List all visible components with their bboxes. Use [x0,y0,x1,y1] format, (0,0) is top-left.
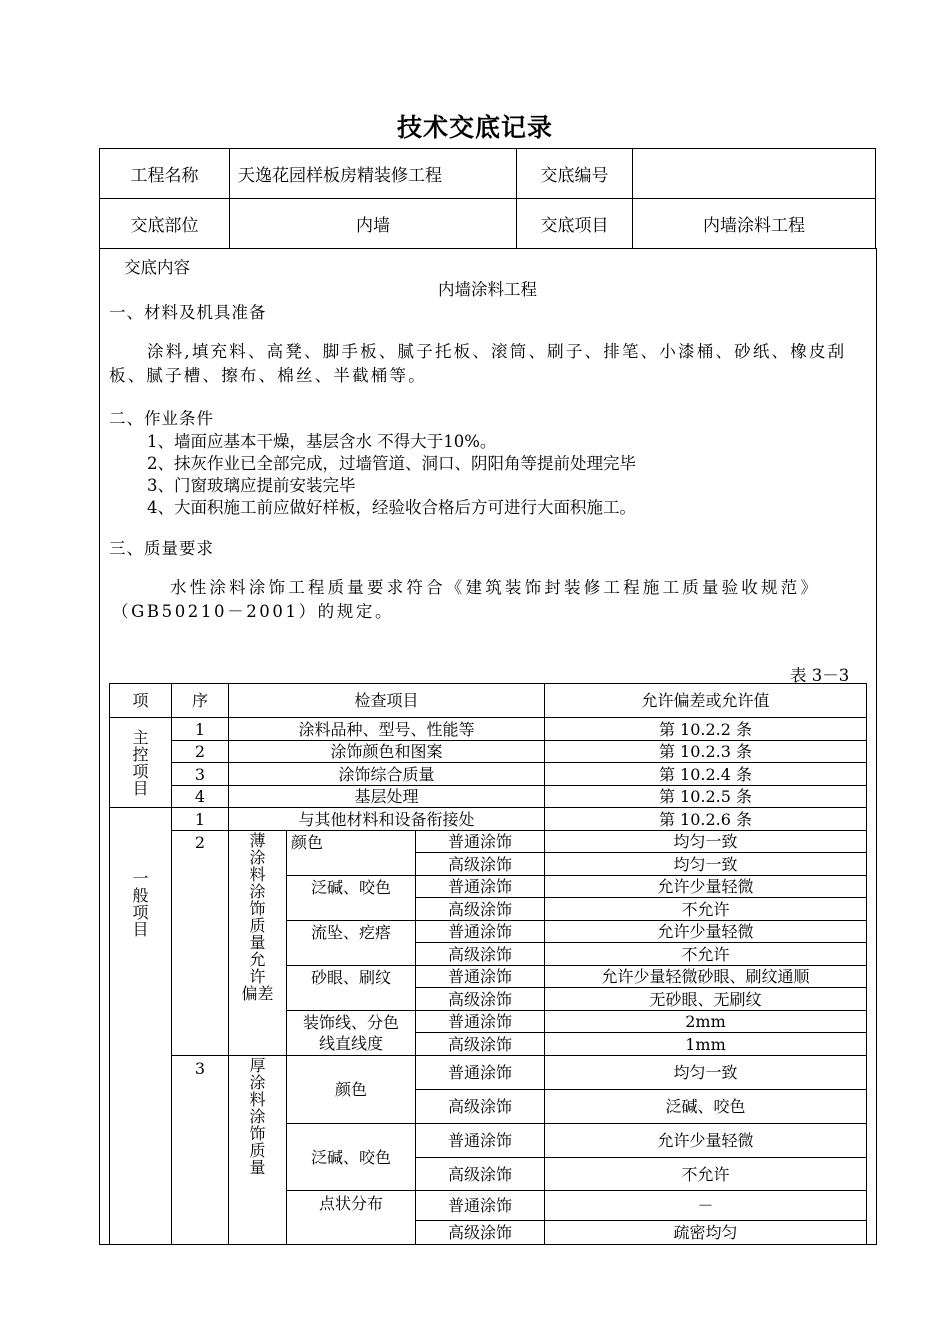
table-row [110,831,867,853]
row-value: 疏密均匀 [545,1221,867,1245]
general-item-label: 一 般 项 目 [110,808,172,1245]
advanced-finish: 高级涂饰 [416,898,545,921]
advanced-finish: 高级涂饰 [416,853,545,876]
normal-finish: 普通涂饰 [416,1056,545,1090]
row-item: 涂饰综合质量 [229,763,545,786]
header-col-item: 检查项目 [229,684,545,718]
dot-distribution-label: 点状分布 [287,1191,416,1245]
table-row [110,1056,867,1090]
row-no: 3 [172,1056,229,1245]
row-value: 第 10.2.6 条 [545,808,867,831]
section-3-title: 三、质量要求 [109,539,214,558]
colour-label: 颜色 [287,831,416,876]
header-col-no: 序 [172,684,229,718]
row-value: 允许少量轻微 [545,1124,867,1158]
sag-label: 流坠、疙瘩 [287,921,416,966]
code-label: 交底编号 [517,149,633,199]
row-value: 均匀一致 [545,853,867,876]
row-no: 4 [172,786,229,808]
row-value: 第 10.2.3 条 [545,741,867,763]
advanced-finish: 高级涂饰 [416,988,545,1011]
section-3-line2: （GB50210－2001）的规定。 [112,602,395,621]
section-2-item-2: 2、抹灰作业已全部完成，过墙管道、洞口、阴阳角等提前处理完毕 [147,454,636,473]
normal-finish: 普通涂饰 [416,831,545,853]
normal-finish: 普通涂饰 [416,1011,545,1033]
table-caption: 表 3－3 [790,666,850,685]
section-2-item-4: 4、大面积施工前应做好样板，经验收合格后方可进行大面积施工。 [147,498,636,517]
item: 内墙涂料工程 [633,199,876,249]
row-value: 第 10.2.5 条 [545,786,867,808]
sand-hole-label: 砂眼、刷纹 [287,966,416,1011]
row-item: 基层处理 [229,786,545,808]
alkali-label: 泛碱、咬色 [287,1124,416,1191]
thin-coating-group-label: 薄 涂 料 涂 饰 质 量 允 许 偏差 [229,831,287,1056]
project-name-label: 工程名称 [100,149,230,199]
table-row [110,763,867,786]
row-value: 1mm [545,1033,867,1056]
normal-finish: 普通涂饰 [416,921,545,943]
header-col-value: 允许偏差或允许值 [545,684,867,718]
table-row [110,808,867,831]
section-2-item-1: 1、墙面应基本干燥，基层含水 不得大于10%。 [147,432,497,451]
row-item: 涂料品种、型号、性能等 [229,718,545,741]
row-value: 允许少量轻微砂眼、刷纹通顺 [545,966,867,988]
row-no: 1 [172,718,229,741]
colour-label: 颜色 [287,1056,416,1124]
item-label: 交底项目 [517,199,633,249]
normal-finish: 普通涂饰 [416,966,545,988]
advanced-finish: 高级涂饰 [416,1090,545,1124]
row-value: 允许少量轻微 [545,876,867,898]
content-label: 交底内容 [124,258,190,277]
advanced-finish: 高级涂饰 [416,943,545,966]
row-item: 涂饰颜色和图案 [229,741,545,763]
table-row [110,718,867,741]
location-label: 交底部位 [100,199,230,249]
section-2-item-3: 3、门窗玻璃应提前安装完毕 [147,476,356,495]
main-control-label: 主 控 项 目 [110,718,172,808]
thick-coating-group-label: 厚 涂 料 涂 饰 质 量 [229,1056,287,1245]
project-name: 天逸花园样板房精装修工程 [230,149,517,199]
table-row [110,786,867,808]
code-value [633,149,876,199]
normal-finish: 普通涂饰 [416,876,545,898]
normal-finish: 普通涂饰 [416,1191,545,1221]
section-3-line1: 水性涂料涂饰工程质量要求符合《建筑装饰封装修工程施工质量验收规范》 [170,578,821,597]
location: 内墙 [230,199,517,249]
row-no: 3 [172,763,229,786]
header-col-category: 项 [110,684,172,718]
row-value: 第 10.2.2 条 [545,718,867,741]
row-value: 均匀一致 [545,831,867,853]
advanced-finish: 高级涂饰 [416,1158,545,1191]
quality-table [109,683,867,1245]
section-1-line2: 板、腻子槽、擦布、棉丝、半截桶等。 [109,366,427,385]
advanced-finish: 高级涂饰 [416,1221,545,1245]
row-value: 均匀一致 [545,1056,867,1090]
row-no: 2 [172,741,229,763]
header-table [99,148,876,249]
row-value: 不允许 [545,898,867,921]
content-subtitle: 内墙涂料工程 [438,280,537,299]
advanced-finish: 高级涂饰 [416,1033,545,1056]
row-no: 1 [172,808,229,831]
row-value: － [545,1191,867,1221]
document-title: 技术交底记录 [396,113,553,142]
row-value: 不允许 [545,1158,867,1191]
row-item: 与其他材料和设备衔接处 [229,808,545,831]
table-header-row [110,684,867,718]
row-value: 允许少量轻微 [545,921,867,943]
section-1-title: 一、材料及机具准备 [109,303,267,322]
row-value: 无砂眼、无刷纹 [545,988,867,1011]
table-row [110,741,867,763]
row-value: 第 10.2.4 条 [545,763,867,786]
row-value: 泛碱、咬色 [545,1090,867,1124]
normal-finish: 普通涂饰 [416,1124,545,1158]
row-value: 2mm [545,1011,867,1033]
section-1-line1: 涂料,填充料、高凳、脚手板、腻子托板、滚筒、刷子、排笔、小漆桶、砂纸、橡皮刮 [147,342,847,361]
alkali-label: 泛碱、咬色 [287,876,416,921]
row-value: 不允许 [545,943,867,966]
row-no: 2 [172,831,229,1056]
line-straightness-label: 装饰线、分色 线直线度 [287,1011,416,1056]
section-2-title: 二、作业条件 [109,409,214,428]
